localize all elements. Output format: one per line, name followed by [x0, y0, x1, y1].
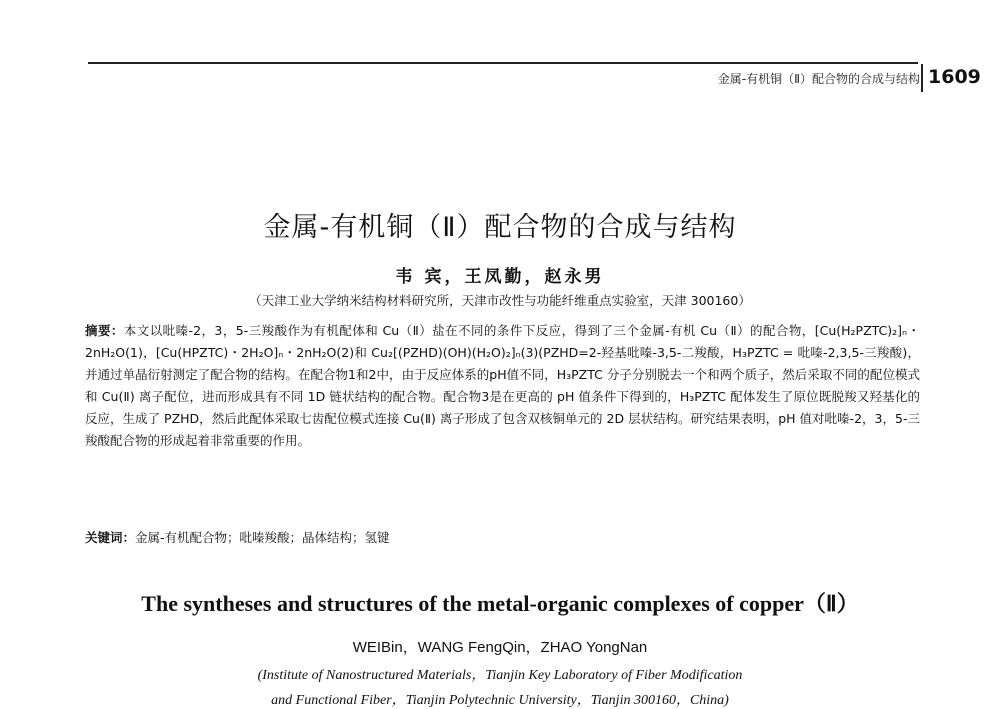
abstract-text: 本文以吡嗪-2，3，5-三羧酸作为有机配体和 Cu（Ⅱ）盐在不同的条件下反应，得到了三个金属-有机 Cu（Ⅱ）的配合物，[Cu(H₂PZTC)₂]ₙ・2nH₂O(1)，[Cu(HPZTC)・2H₂O]ₙ・2nH₂O(2)和 Cu₂[(PZHD)(OH)(H₂O)₂]ₙ(3)(PZHD=2-羟基吡嗪-3,5-二羧酸，H₃PZTC = 吡嗪-2,3,5-三羧酸)，并通过单晶衍射测定了配合物的结构。在配合物1和2中，由于反应体系的pH值不同，H₃PZTC 分子分别脱去一个和两个质子，然后采取不同的配位模式和 Cu(Ⅱ) 离子配位，进而形成具有不同 1D 链状结构的配合物。配合物3是在更高的 pH 值条件下得到的，H₃PZTC 配体发生了原位既脱羧又羟基化的反应，生成了 PZHD，然后此配体采取七齿配位模式连接 Cu(Ⅱ) 离子形成了包含双核铜单元的 2D 层状结构。研究结果表明，pH 值对吡嗪-2，3，5-三羧酸配合物的形成起着非常重要的作用。 [85, 323, 920, 448]
authors-en: WEIBin，WANG FengQin，ZHAO YongNan [352, 639, 648, 656]
affiliation-en-line1: (Institute of Nanostructured Materials，Tianjin Key Laboratory of Fiber Modification [257, 668, 743, 683]
affiliation-cn: （天津工业大学纳米结构材料研究所，天津市改性与功能纤维重点实验室，天津 300160） [249, 293, 751, 308]
keywords [85, 528, 920, 546]
keywords-text: 金属-有机配合物；吡嗪羧酸；晶体结构；氢键 [135, 530, 390, 545]
abstract [85, 320, 920, 452]
header-rule [88, 62, 918, 64]
running-header-title: 金属-有机铜（Ⅱ）配合物的合成与结构 [717, 72, 920, 86]
header-divider [921, 64, 923, 92]
paper-title-en: The syntheses and structures of the metal-organic complexes of copper（Ⅱ） [141, 591, 859, 616]
paper-title-cn: 金属-有机铜（Ⅱ）配合物的合成与结构 [263, 212, 737, 243]
affiliation-en-line2: and Functional Fiber，Tianjin Polytechnic University，Tianjin 300160，China) [271, 693, 729, 708]
keywords-label: 关键词： [85, 530, 136, 545]
abstract-label: 摘要： [85, 323, 124, 338]
authors-cn: 韦 宾，王凤勤，赵永男 [395, 267, 605, 287]
page-number: 1609 [928, 66, 981, 88]
